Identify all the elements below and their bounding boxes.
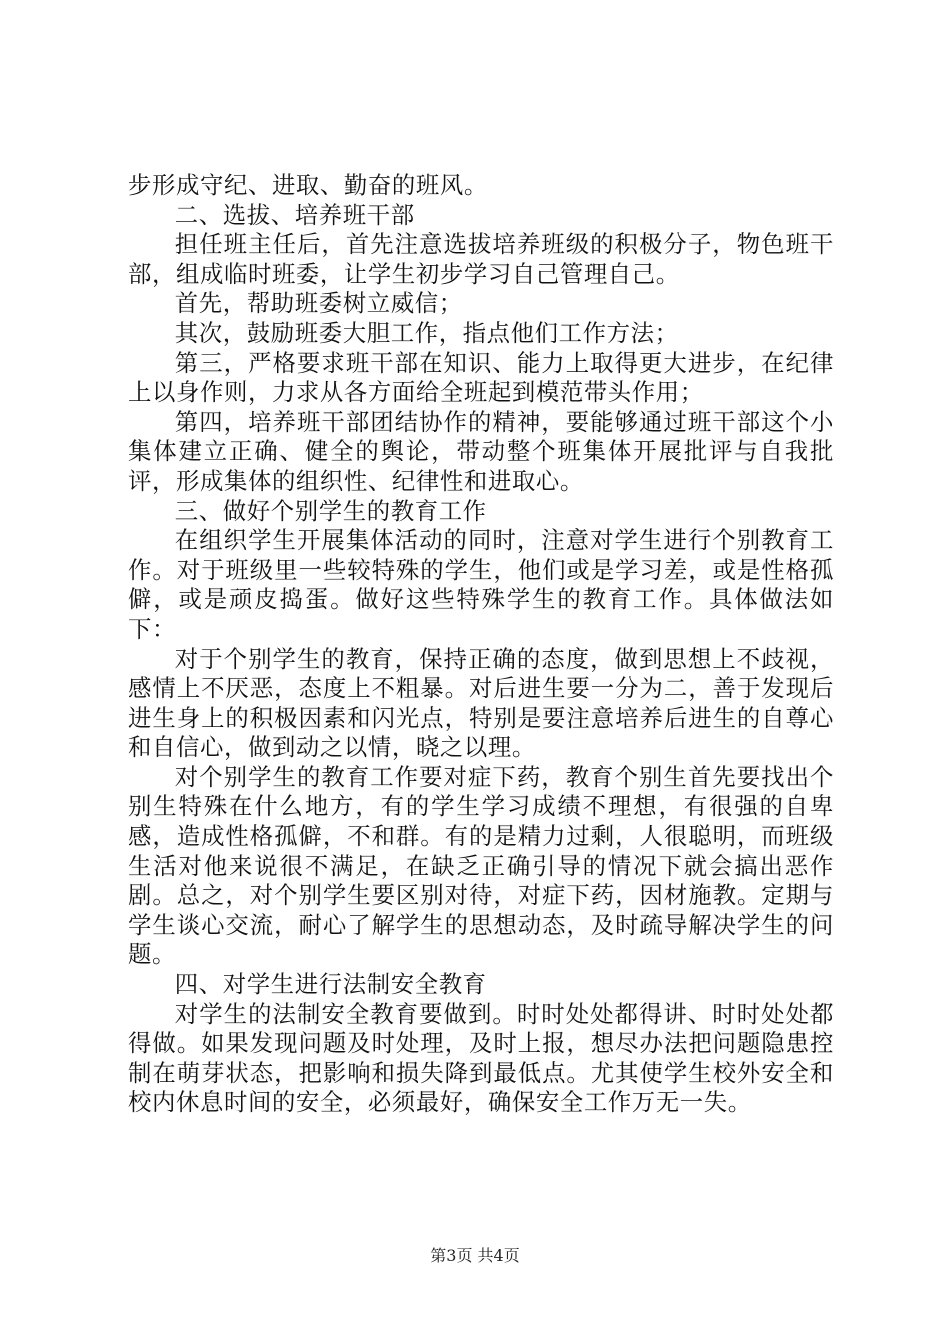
paragraph: 其次，鼓励班委大胆工作，指点他们工作方法； (174, 318, 679, 347)
paragraph: 第四，培养班干部团结协作的精神，要能够通过班干部这个小集体建立正确、健全的舆论，带动整个班集体开展批评与自我批评，形成集体的组织性、纪律性和进取心。 (128, 407, 834, 495)
paragraph: 担任班主任后，首先注意选拔培养班级的积极分子，物色班干部，组成临时班委，让学生初步学习自己管理自己。 (128, 230, 834, 288)
document-body (128, 171, 834, 1118)
paragraph: 第三，严格要求班干部在知识、能力上取得更大进步，在纪律上以身作则，力求从各方面给全班起到模范带头作用； (128, 348, 834, 407)
paragraph: 对学生的法制安全教育要做到。时时处处都得讲、时时处处都得做。如果发现问题及时处理，及时上报，想尽办法把问题隐患控制在萌芽状态，把影响和损失降到最低点。尤其使学生校外安全和校内休息时间的安全，必须最好，确保安全工作万无一失。 (128, 999, 834, 1117)
section-heading: 三、做好个别学生的教育工作 (174, 496, 487, 525)
paragraph: 首先，帮助班委树立威信； (174, 289, 463, 318)
section-heading: 二、选拔、培养班干部 (174, 200, 415, 229)
paragraph: 步形成守纪、进取、勤奋的班风。 (128, 171, 488, 199)
paragraph: 对个别学生的教育工作要对症下药，教育个别生首先要找出个别生特殊在什么地方，有的学生学习成绩不理想，有很强的自卑感，造成性格孤僻，不和群。有的是精力过剩，人很聪明，而班级生活对他来说很不满足，在缺乏正确引导的情况下就会搞出恶作剧。总之，对个别学生要区别对待，对症下药，因材施教。定期与学生谈心交流，耐心了解学生的思想动态，及时疏导解决学生的问题。 (128, 762, 834, 969)
section-heading: 四、对学生进行法制安全教育 (174, 970, 487, 999)
paragraph: 在组织学生开展集体活动的同时，注意对学生进行个别教育工作。对于班级里一些较特殊的学生，他们或是学习差，或是性格孤僻，或是顽皮捣蛋。做好这些特殊学生的教育工作。具体做法如下： (128, 526, 834, 643)
paragraph: 对于个别学生的教育，保持正确的态度，做到思想上不歧视，感情上不厌恶，态度上不粗暴。对后进生要一分为二，善于发现后进生身上的积极因素和闪光点，特别是要注意培养后进生的自尊心和自信心，做到动之以情，晓之以理。 (128, 644, 834, 762)
page-number-footer: 第3页 共4页 (430, 1246, 520, 1265)
